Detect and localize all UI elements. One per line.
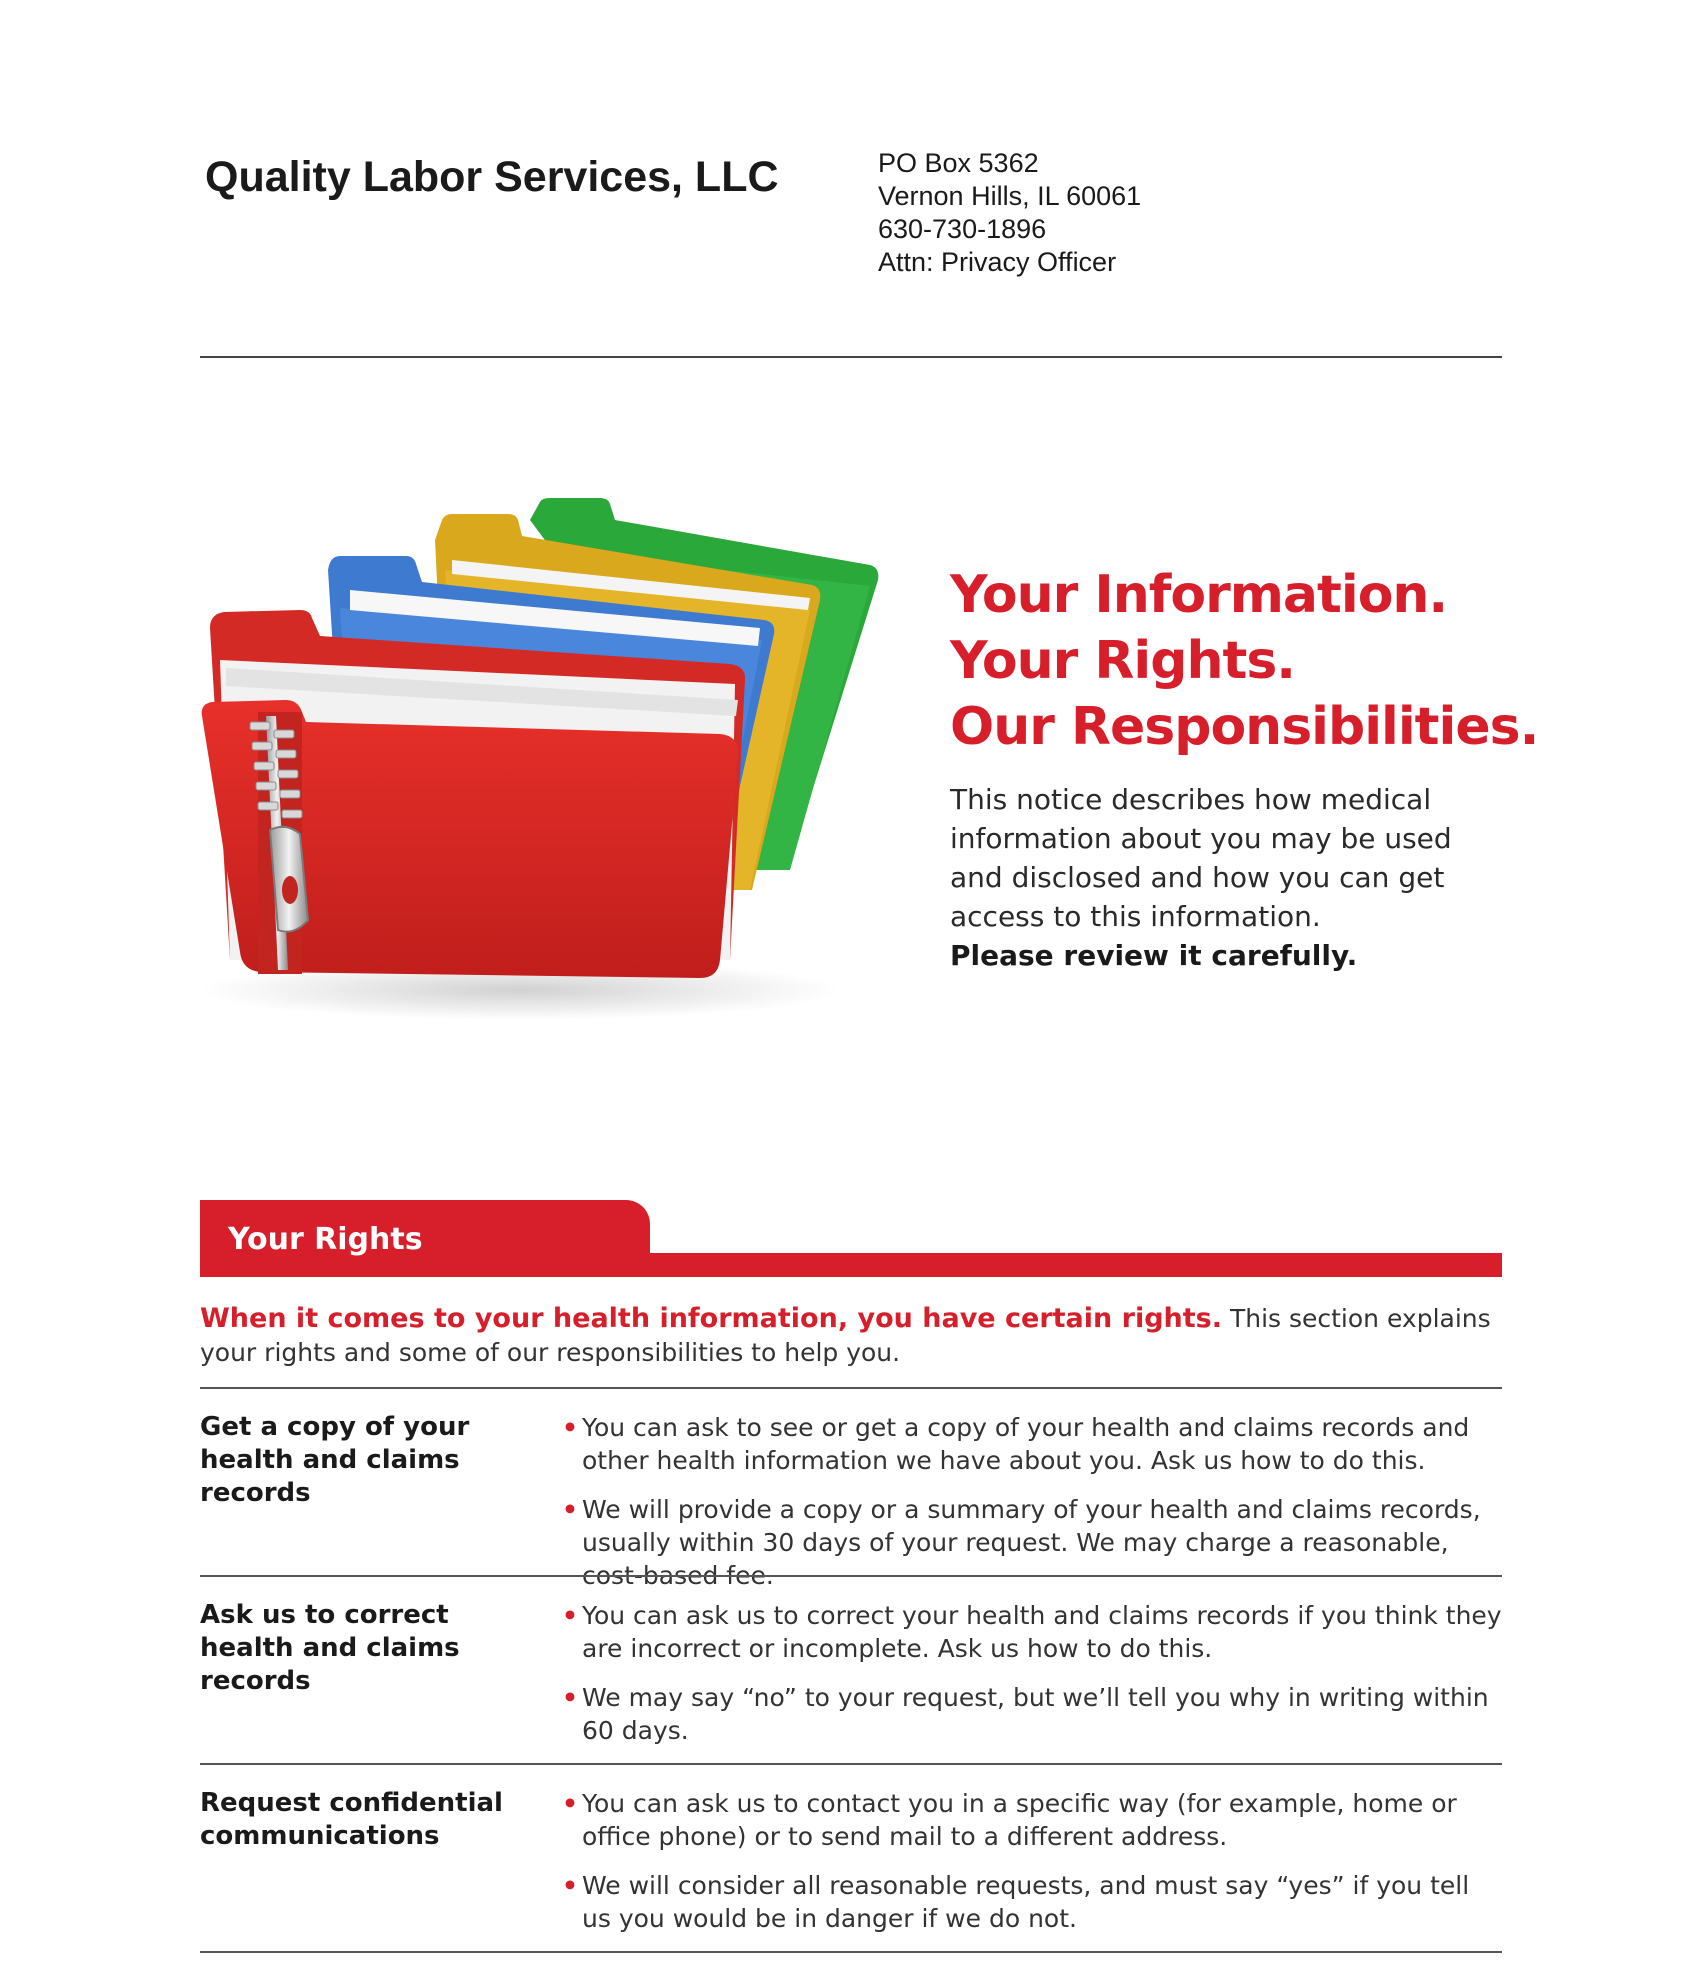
zipper-icon: [250, 712, 308, 974]
bullet-icon: •: [562, 1789, 578, 1818]
bullet-icon: •: [562, 1871, 578, 1900]
description-line: access to this information.: [950, 900, 1321, 933]
bullet-text: We will provide a copy or a summary of your health and claims records, usually within 30 days of your request. We may charge a reasonable, cost-based fee.: [582, 1495, 1481, 1590]
description-line: This notice describes how medical: [950, 783, 1432, 816]
bullet-icon: •: [562, 1601, 578, 1630]
bullet-text: You can ask us to contact you in a specific way (for example, home or office phone) or to send mail to a different address.: [582, 1789, 1457, 1851]
section-tab: [200, 1200, 650, 1277]
bullet-text: You can ask us to correct your health and claims records if you think they are incorrect or incomplete. Ask us how to do this.: [582, 1601, 1502, 1663]
bullet-icon: •: [562, 1495, 578, 1524]
bullet-icon: •: [562, 1683, 578, 1712]
bullet-text: We will consider all reasonable requests, and must say “yes” if you tell us you would be in danger if we do not.: [582, 1871, 1470, 1933]
right-title: Ask us to correct health and claims records: [200, 1600, 460, 1696]
address-line: 630-730-1896: [878, 214, 1047, 244]
bullet-item: [560, 1681, 1505, 1747]
section-intro: [200, 1302, 1510, 1370]
title-line: Our Responsibilities.: [950, 697, 1539, 757]
right-row: [200, 1387, 1502, 1590]
notice-title: [950, 562, 1539, 760]
address-line: Attn: Privacy Officer: [878, 247, 1117, 277]
bullet-text: You can ask to see or get a copy of your health and claims records and other health information we have about you. Ask us how to do this.: [582, 1413, 1470, 1475]
bullet-item: [560, 1599, 1505, 1665]
bullet-icon: •: [562, 1413, 578, 1442]
title-line: Your Rights.: [950, 631, 1296, 691]
right-title: Get a copy of your health and claims records: [200, 1412, 470, 1508]
notice-description: [950, 780, 1510, 975]
description-line: and disclosed and how you can get: [950, 861, 1445, 894]
bullet-item: [560, 1869, 1505, 1935]
section-title: Your Rights: [228, 1222, 423, 1257]
folders-illustration: [190, 490, 890, 1030]
right-row: [200, 1575, 1502, 1763]
company-name: Quality Labor Services, LLC: [205, 153, 779, 201]
right-title: Request confidential communications: [200, 1788, 503, 1851]
intro-lead: When it comes to your health information, you have certain rights.: [200, 1303, 1222, 1334]
bullet-item: [560, 1787, 1505, 1853]
right-bullets: [560, 1599, 1505, 1763]
address-line: PO Box 5362: [878, 148, 1039, 178]
bullet-text: We may say “no” to your request, but we’ll tell you why in writing within 60 days.: [582, 1683, 1489, 1745]
bullet-item: [560, 1411, 1505, 1477]
address-line: Vernon Hills, IL 60061: [878, 181, 1142, 211]
notice-hero: [950, 562, 1539, 975]
rights-table: [200, 1387, 1502, 1953]
right-row: [200, 1763, 1502, 1953]
review-notice: Please review it carefully.: [950, 939, 1358, 972]
title-line: Your Information.: [950, 565, 1448, 625]
description-line: information about you may be used: [950, 822, 1452, 855]
right-bullets: [560, 1787, 1505, 1951]
intro-text: This section explains your rights and some of our responsibilities to help you.: [200, 1304, 1491, 1367]
mailing-address: [878, 147, 1141, 279]
header-divider: [200, 356, 1502, 358]
